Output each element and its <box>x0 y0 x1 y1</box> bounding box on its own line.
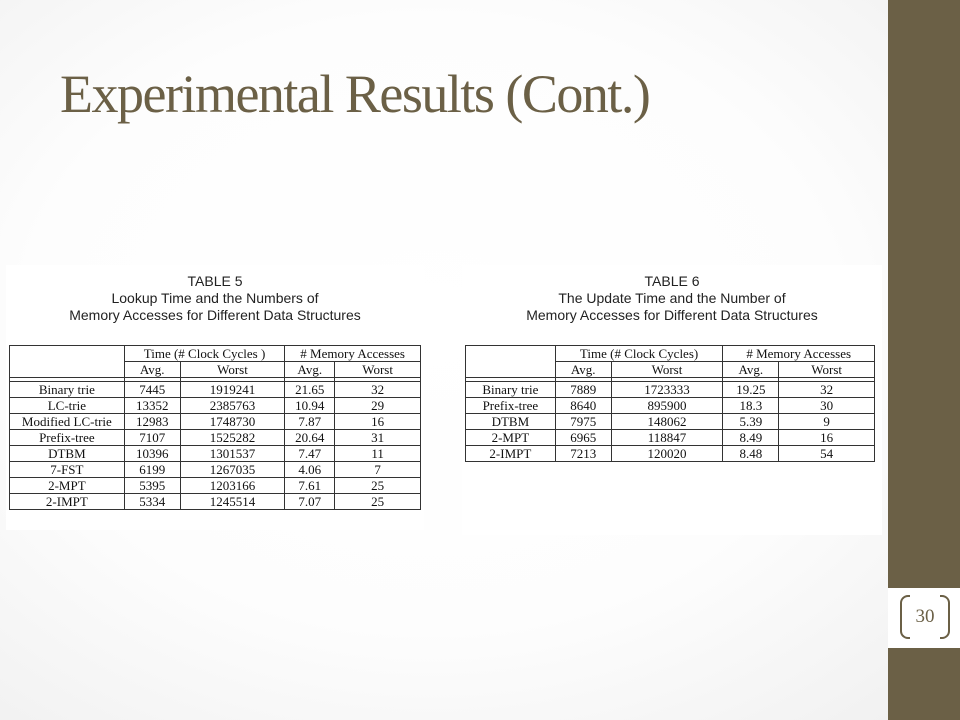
table-cell: 12983 <box>124 414 180 430</box>
table-cell: 2385763 <box>180 398 285 414</box>
table6-figure <box>462 265 882 535</box>
table-row <box>466 446 875 462</box>
table-cell: 118847 <box>611 430 723 446</box>
table-cell: 1245514 <box>180 494 285 510</box>
table5-subheader: Avg. <box>124 362 180 378</box>
table-cell: 19.25 <box>723 382 779 398</box>
table5-subheader: Avg. <box>285 362 335 378</box>
table5-figure <box>6 265 424 530</box>
table-cell: 30 <box>779 398 875 414</box>
table-cell: DTBM <box>10 446 125 462</box>
table6-subheader: Avg. <box>723 362 779 378</box>
table-cell: 8640 <box>555 398 611 414</box>
page-number: 30 <box>915 606 935 627</box>
table5-subheader: Worst <box>180 362 285 378</box>
table6-group-header-time: Time (# Clock Cycles) <box>555 346 723 362</box>
table-cell: 1748730 <box>180 414 285 430</box>
table-cell: Binary trie <box>10 382 125 398</box>
table-cell: 29 <box>335 398 421 414</box>
table-cell: 1919241 <box>180 382 285 398</box>
table-cell: 148062 <box>611 414 723 430</box>
table-cell: 1723333 <box>611 382 723 398</box>
table-cell: 13352 <box>124 398 180 414</box>
table-row <box>10 446 421 462</box>
table6-subheader: Worst <box>611 362 723 378</box>
table-cell: 7 <box>335 462 421 478</box>
table-cell: 2-MPT <box>466 430 556 446</box>
table-cell: 21.65 <box>285 382 335 398</box>
table5-subheader: Worst <box>335 362 421 378</box>
table-cell: LC-trie <box>10 398 125 414</box>
table-cell: 7.07 <box>285 494 335 510</box>
table5 <box>9 345 421 510</box>
table-row <box>466 430 875 446</box>
table-cell: 16 <box>335 414 421 430</box>
table-row <box>10 398 421 414</box>
table-row <box>10 430 421 446</box>
table-row <box>466 382 875 398</box>
table-cell: 7213 <box>555 446 611 462</box>
table-cell: 11 <box>335 446 421 462</box>
table-cell: 25 <box>335 494 421 510</box>
table5-group-header-time: Time (# Clock Cycles ) <box>124 346 285 362</box>
table6-corner <box>466 346 556 362</box>
table-cell: 2-MPT <box>10 478 125 494</box>
table-cell: 5395 <box>124 478 180 494</box>
table6 <box>465 345 875 462</box>
table-cell: 1525282 <box>180 430 285 446</box>
slide-title: Experimental Results (Cont.) <box>60 64 650 124</box>
table5-caption-line1: Lookup Time and the Numbers of <box>111 290 319 306</box>
table-cell: Prefix-tree <box>466 398 556 414</box>
table-row <box>10 494 421 510</box>
table-row <box>10 478 421 494</box>
table6-corner-lower <box>466 362 556 378</box>
table-cell: 10.94 <box>285 398 335 414</box>
table-cell: 31 <box>335 430 421 446</box>
table-cell: 18.3 <box>723 398 779 414</box>
table-row <box>466 398 875 414</box>
table6-caption-line2: Memory Accesses for Different Data Structures <box>526 307 818 323</box>
table6-subheader: Worst <box>779 362 875 378</box>
table-cell: 8.48 <box>723 446 779 462</box>
table6-subheader: Avg. <box>555 362 611 378</box>
table-cell: 32 <box>335 382 421 398</box>
table-cell: 7-FST <box>10 462 125 478</box>
table5-corner <box>10 346 125 362</box>
table6-label: TABLE 6 <box>644 273 700 289</box>
table5-caption-line2: Memory Accesses for Different Data Structures <box>69 307 361 323</box>
table-cell: 6199 <box>124 462 180 478</box>
table-cell: 25 <box>335 478 421 494</box>
table-cell: 2-IMPT <box>466 446 556 462</box>
table-cell: 895900 <box>611 398 723 414</box>
table-cell: 7107 <box>124 430 180 446</box>
table6-group-header-memory: # Memory Accesses <box>723 346 875 362</box>
table-cell: 7.87 <box>285 414 335 430</box>
table5-label: TABLE 5 <box>187 273 243 289</box>
table5-corner-lower <box>10 362 125 378</box>
table-cell: 1301537 <box>180 446 285 462</box>
table-cell: 4.06 <box>285 462 335 478</box>
table-cell: 7.61 <box>285 478 335 494</box>
table6-caption-line1: The Update Time and the Number of <box>558 290 786 306</box>
table-cell: Binary trie <box>466 382 556 398</box>
table-cell: 20.64 <box>285 430 335 446</box>
table-cell: Prefix-tree <box>10 430 125 446</box>
table-cell: 5334 <box>124 494 180 510</box>
table-cell: 7445 <box>124 382 180 398</box>
table-cell: 9 <box>779 414 875 430</box>
table-cell: 1203166 <box>180 478 285 494</box>
table-cell: 6965 <box>555 430 611 446</box>
table-cell: 7.47 <box>285 446 335 462</box>
table-row <box>466 414 875 430</box>
table-cell: 7975 <box>555 414 611 430</box>
table-cell: 120020 <box>611 446 723 462</box>
table-cell: 10396 <box>124 446 180 462</box>
table-cell: 5.39 <box>723 414 779 430</box>
table-cell: 16 <box>779 430 875 446</box>
table-row <box>10 414 421 430</box>
table-cell: Modified LC-trie <box>10 414 125 430</box>
table-row <box>10 382 421 398</box>
table-cell: 7889 <box>555 382 611 398</box>
table-cell: 32 <box>779 382 875 398</box>
table-cell: 1267035 <box>180 462 285 478</box>
table-cell: 54 <box>779 446 875 462</box>
table-cell: 8.49 <box>723 430 779 446</box>
table5-group-header-memory: # Memory Accesses <box>285 346 421 362</box>
table-cell: 2-IMPT <box>10 494 125 510</box>
table-cell: DTBM <box>466 414 556 430</box>
table-row <box>10 462 421 478</box>
